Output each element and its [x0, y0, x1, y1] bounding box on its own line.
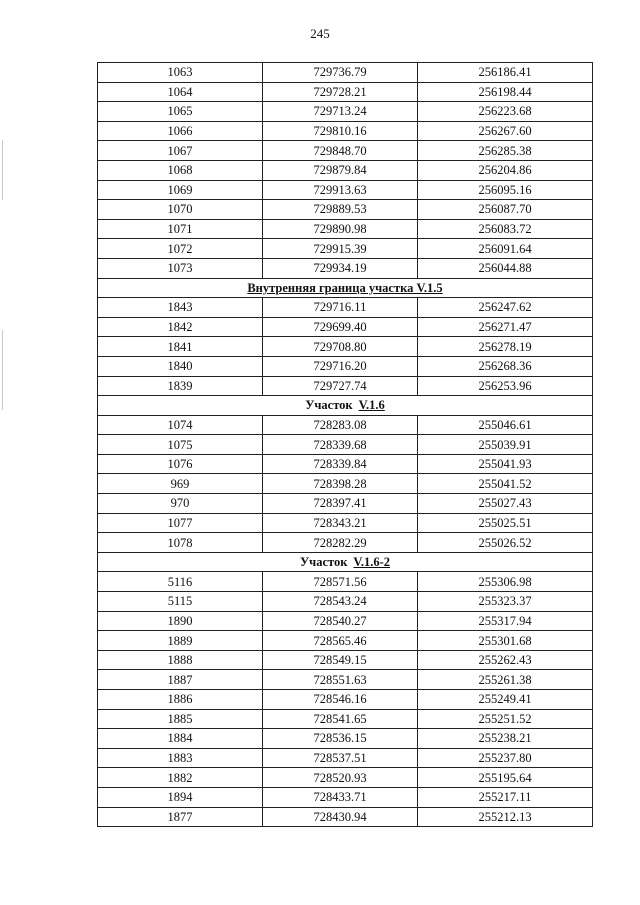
point-number-cell: 969	[98, 474, 263, 494]
table-row	[98, 631, 593, 651]
x-coordinate-cell: 729810.16	[263, 121, 418, 141]
point-number-cell: 1890	[98, 611, 263, 631]
point-number-cell: 1889	[98, 631, 263, 651]
x-coordinate-cell: 728537.51	[263, 748, 418, 768]
y-coordinate-cell: 256268.36	[418, 356, 593, 376]
page-number: 245	[310, 26, 330, 41]
x-coordinate-cell: 729934.19	[263, 258, 418, 278]
x-coordinate-cell: 728571.56	[263, 572, 418, 592]
point-number-cell: 1071	[98, 219, 263, 239]
y-coordinate-cell: 255041.52	[418, 474, 593, 494]
y-coordinate-cell: 255039.91	[418, 435, 593, 455]
y-coordinate-cell: 255262.43	[418, 650, 593, 670]
y-coordinate-cell: 256204.86	[418, 160, 593, 180]
x-coordinate-cell: 728343.21	[263, 513, 418, 533]
y-coordinate-cell: 256247.62	[418, 298, 593, 318]
point-number-cell: 1068	[98, 160, 263, 180]
y-coordinate-cell: 256223.68	[418, 102, 593, 122]
y-coordinate-cell: 256198.44	[418, 82, 593, 102]
table-row	[98, 121, 593, 141]
y-coordinate-cell: 255301.68	[418, 631, 593, 651]
point-number-cell: 1841	[98, 337, 263, 357]
table-row	[98, 415, 593, 435]
table-row	[98, 592, 593, 612]
point-number-cell: 1067	[98, 141, 263, 161]
x-coordinate-cell: 728540.27	[263, 611, 418, 631]
section-heading-row	[98, 552, 593, 572]
y-coordinate-cell: 256267.60	[418, 121, 593, 141]
table-row	[98, 513, 593, 533]
table-row	[98, 572, 593, 592]
y-coordinate-cell: 256087.70	[418, 200, 593, 220]
x-coordinate-cell: 729716.20	[263, 356, 418, 376]
y-coordinate-cell: 255046.61	[418, 415, 593, 435]
x-coordinate-cell: 729716.11	[263, 298, 418, 318]
y-coordinate-cell: 255317.94	[418, 611, 593, 631]
y-coordinate-cell: 256095.16	[418, 180, 593, 200]
point-number-cell: 1078	[98, 533, 263, 553]
x-coordinate-cell: 729915.39	[263, 239, 418, 259]
point-number-cell: 1877	[98, 807, 263, 827]
point-number-cell: 1840	[98, 356, 263, 376]
table-row	[98, 729, 593, 749]
x-coordinate-cell: 728282.29	[263, 533, 418, 553]
scan-margin-mark	[2, 330, 3, 410]
table-row	[98, 709, 593, 729]
x-coordinate-cell: 728549.15	[263, 650, 418, 670]
point-number-cell: 1888	[98, 650, 263, 670]
x-coordinate-cell: 728546.16	[263, 690, 418, 710]
table-row	[98, 690, 593, 710]
point-number-cell: 1069	[98, 180, 263, 200]
y-coordinate-cell: 255249.41	[418, 690, 593, 710]
point-number-cell: 1076	[98, 454, 263, 474]
y-coordinate-cell: 255217.11	[418, 787, 593, 807]
section-heading	[98, 396, 593, 416]
table-row	[98, 787, 593, 807]
x-coordinate-cell: 728565.46	[263, 631, 418, 651]
coordinates-table	[97, 62, 593, 827]
y-coordinate-cell: 256044.88	[418, 258, 593, 278]
table-row	[98, 474, 593, 494]
table-row	[98, 768, 593, 788]
table-row	[98, 63, 593, 83]
x-coordinate-cell: 729728.21	[263, 82, 418, 102]
point-number-cell: 1886	[98, 690, 263, 710]
point-number-cell: 1066	[98, 121, 263, 141]
point-number-cell: 1885	[98, 709, 263, 729]
point-number-cell: 1894	[98, 787, 263, 807]
point-number-cell: 1887	[98, 670, 263, 690]
y-coordinate-cell: 256271.47	[418, 317, 593, 337]
point-number-cell: 1063	[98, 63, 263, 83]
y-coordinate-cell: 256091.64	[418, 239, 593, 259]
table-row	[98, 141, 593, 161]
x-coordinate-cell: 729913.63	[263, 180, 418, 200]
x-coordinate-cell: 728398.28	[263, 474, 418, 494]
y-coordinate-cell: 255237.80	[418, 748, 593, 768]
x-coordinate-cell: 729879.84	[263, 160, 418, 180]
table-row	[98, 454, 593, 474]
x-coordinate-cell: 728433.71	[263, 787, 418, 807]
section-heading-prefix: Участок	[299, 555, 348, 570]
table-row	[98, 200, 593, 220]
point-number-cell: 1882	[98, 768, 263, 788]
table-row	[98, 611, 593, 631]
table-row	[98, 102, 593, 122]
point-number-cell: 5115	[98, 592, 263, 612]
x-coordinate-cell: 728543.24	[263, 592, 418, 612]
x-coordinate-cell: 728283.08	[263, 415, 418, 435]
point-number-cell: 1074	[98, 415, 263, 435]
section-heading-text: Внутренняя граница участка V.1.5	[247, 280, 443, 295]
table-row	[98, 258, 593, 278]
coordinates-table-body	[98, 63, 593, 827]
y-coordinate-cell: 255195.64	[418, 768, 593, 788]
x-coordinate-cell: 729736.79	[263, 63, 418, 83]
table-row	[98, 650, 593, 670]
x-coordinate-cell: 729848.70	[263, 141, 418, 161]
y-coordinate-cell: 256285.38	[418, 141, 593, 161]
table-row	[98, 435, 593, 455]
table-row	[98, 160, 593, 180]
table-row	[98, 670, 593, 690]
point-number-cell: 1075	[98, 435, 263, 455]
table-row	[98, 533, 593, 553]
section-heading	[98, 278, 593, 298]
table-row	[98, 317, 593, 337]
section-heading-row	[98, 278, 593, 298]
y-coordinate-cell: 256186.41	[418, 63, 593, 83]
section-heading	[98, 552, 593, 572]
y-coordinate-cell: 255041.93	[418, 454, 593, 474]
table-row	[98, 356, 593, 376]
point-number-cell: 1077	[98, 513, 263, 533]
y-coordinate-cell: 255261.38	[418, 670, 593, 690]
point-number-cell: 1064	[98, 82, 263, 102]
table-row	[98, 180, 593, 200]
x-coordinate-cell: 729889.53	[263, 200, 418, 220]
section-heading-code: V.1.6-2	[353, 555, 391, 570]
x-coordinate-cell: 729699.40	[263, 317, 418, 337]
section-heading-prefix: Участок	[305, 398, 353, 413]
y-coordinate-cell: 255026.52	[418, 533, 593, 553]
y-coordinate-cell: 255027.43	[418, 494, 593, 514]
point-number-cell: 1839	[98, 376, 263, 396]
point-number-cell: 1842	[98, 317, 263, 337]
x-coordinate-cell: 729890.98	[263, 219, 418, 239]
table-row	[98, 494, 593, 514]
y-coordinate-cell: 255306.98	[418, 572, 593, 592]
x-coordinate-cell: 728551.63	[263, 670, 418, 690]
y-coordinate-cell: 255238.21	[418, 729, 593, 749]
point-number-cell: 1065	[98, 102, 263, 122]
x-coordinate-cell: 728430.94	[263, 807, 418, 827]
y-coordinate-cell: 255251.52	[418, 709, 593, 729]
x-coordinate-cell: 728339.68	[263, 435, 418, 455]
x-coordinate-cell: 728339.84	[263, 454, 418, 474]
point-number-cell: 1072	[98, 239, 263, 259]
point-number-cell: 1884	[98, 729, 263, 749]
y-coordinate-cell: 256278.19	[418, 337, 593, 357]
table-row	[98, 298, 593, 318]
section-heading-row	[98, 396, 593, 416]
table-row	[98, 219, 593, 239]
x-coordinate-cell: 728397.41	[263, 494, 418, 514]
x-coordinate-cell: 729713.24	[263, 102, 418, 122]
point-number-cell: 1843	[98, 298, 263, 318]
point-number-cell: 1883	[98, 748, 263, 768]
point-number-cell: 1070	[98, 200, 263, 220]
y-coordinate-cell: 255323.37	[418, 592, 593, 612]
table-row	[98, 337, 593, 357]
point-number-cell: 970	[98, 494, 263, 514]
section-heading-code: V.1.6	[358, 398, 385, 413]
scan-margin-mark	[2, 140, 3, 200]
x-coordinate-cell: 728536.15	[263, 729, 418, 749]
table-row	[98, 748, 593, 768]
table-row	[98, 376, 593, 396]
table-row	[98, 82, 593, 102]
x-coordinate-cell: 729727.74	[263, 376, 418, 396]
point-number-cell: 1073	[98, 258, 263, 278]
table-row	[98, 239, 593, 259]
x-coordinate-cell: 728541.65	[263, 709, 418, 729]
point-number-cell: 5116	[98, 572, 263, 592]
x-coordinate-cell: 729708.80	[263, 337, 418, 357]
y-coordinate-cell: 256253.96	[418, 376, 593, 396]
table-row	[98, 807, 593, 827]
y-coordinate-cell: 256083.72	[418, 219, 593, 239]
y-coordinate-cell: 255212.13	[418, 807, 593, 827]
x-coordinate-cell: 728520.93	[263, 768, 418, 788]
y-coordinate-cell: 255025.51	[418, 513, 593, 533]
